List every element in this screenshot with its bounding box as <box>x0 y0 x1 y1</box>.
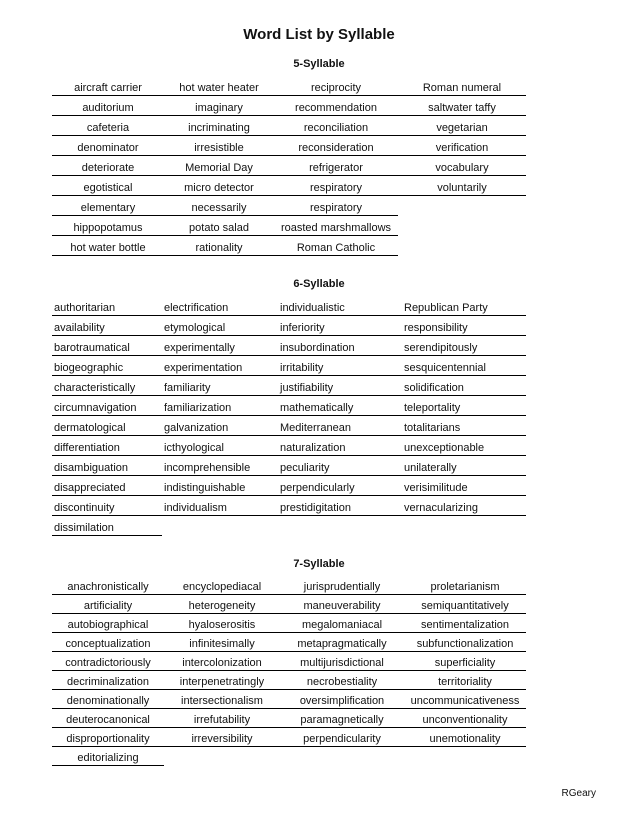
word-cell <box>278 516 402 536</box>
word-cell: experimentation <box>162 356 278 376</box>
table-row <box>52 136 526 156</box>
word-cell: individualistic <box>278 296 402 316</box>
word-cell: respiratory <box>274 176 398 196</box>
word-cell: incomprehensible <box>162 456 278 476</box>
word-cell: semiquantitatively <box>404 595 526 614</box>
table-row <box>52 236 526 256</box>
word-cell: intercolonization <box>164 652 280 671</box>
word-cell: disappreciated <box>52 476 162 496</box>
word-cell: heterogeneity <box>164 595 280 614</box>
word-cell: circumnavigation <box>52 396 162 416</box>
word-cell: contradictoriously <box>52 652 164 671</box>
word-cell: unemotionality <box>404 728 526 747</box>
word-cell: encyclopediacal <box>164 576 280 595</box>
table-row <box>52 376 526 396</box>
word-cell: infinitesimally <box>164 633 280 652</box>
word-table-7-syllable <box>52 576 526 766</box>
word-cell: naturalization <box>278 436 402 456</box>
section-5-label: 5-Syllable <box>293 58 345 70</box>
word-cell: aircraft carrier <box>52 76 164 96</box>
word-cell: Roman numeral <box>398 76 526 96</box>
table-row <box>52 456 526 476</box>
word-cell: territoriality <box>404 671 526 690</box>
table-row <box>52 176 526 196</box>
table-row <box>52 516 526 536</box>
word-cell: irritability <box>278 356 402 376</box>
word-cell: Mediterranean <box>278 416 402 436</box>
table-row <box>52 728 526 747</box>
word-cell: saltwater taffy <box>398 96 526 116</box>
table-row <box>52 416 526 436</box>
word-cell: etymological <box>162 316 278 336</box>
word-cell: perpendicularly <box>278 476 402 496</box>
table-row <box>52 633 526 652</box>
word-cell: hot water bottle <box>52 236 164 256</box>
table-row <box>52 709 526 728</box>
word-cell: discontinuity <box>52 496 162 516</box>
word-cell <box>162 516 278 536</box>
table-row <box>52 652 526 671</box>
word-cell: justifiability <box>278 376 402 396</box>
word-cell: reconsideration <box>274 136 398 156</box>
table-row <box>52 595 526 614</box>
table-row <box>52 356 526 376</box>
table-row <box>52 296 526 316</box>
word-cell: oversimplification <box>280 690 404 709</box>
word-cell: icthyological <box>162 436 278 456</box>
page-title: Word List by Syllable <box>243 26 395 43</box>
table-row <box>52 496 526 516</box>
table-row <box>52 614 526 633</box>
word-cell: authoritarian <box>52 296 162 316</box>
word-cell <box>404 747 526 766</box>
word-cell: anachronistically <box>52 576 164 595</box>
word-cell: jurisprudentially <box>280 576 404 595</box>
word-cell: respiratory <box>274 196 398 216</box>
word-cell: perpendicularity <box>280 728 404 747</box>
word-cell <box>280 747 404 766</box>
word-cell: Memorial Day <box>164 156 274 176</box>
section-7-label: 7-Syllable <box>293 558 345 570</box>
word-cell: serendipitously <box>402 336 526 356</box>
word-cell: vegetarian <box>398 116 526 136</box>
word-table-5-syllable <box>52 76 526 256</box>
word-cell: verification <box>398 136 526 156</box>
word-cell: familiarization <box>162 396 278 416</box>
word-cell <box>398 216 526 236</box>
word-cell: mathematically <box>278 396 402 416</box>
word-cell: responsibility <box>402 316 526 336</box>
table-row <box>52 396 526 416</box>
word-table-6-syllable <box>52 296 526 536</box>
word-cell: galvanization <box>162 416 278 436</box>
word-cell: roasted marshmallows <box>274 216 398 236</box>
word-cell: rationality <box>164 236 274 256</box>
author-signature: RGeary <box>561 788 596 799</box>
word-cell: indistinguishable <box>162 476 278 496</box>
table-row <box>52 747 526 766</box>
word-cell: unilaterally <box>402 456 526 476</box>
word-cell: denominator <box>52 136 164 156</box>
word-cell: biogeographic <box>52 356 162 376</box>
word-cell: hot water heater <box>164 76 274 96</box>
table-row <box>52 76 526 96</box>
table-row <box>52 196 526 216</box>
word-cell: totalitarians <box>402 416 526 436</box>
word-cell: superficiality <box>404 652 526 671</box>
word-cell <box>398 236 526 256</box>
word-cell: dissimilation <box>52 516 162 536</box>
word-cell: insubordination <box>278 336 402 356</box>
word-cell: cafeteria <box>52 116 164 136</box>
word-cell: artificiality <box>52 595 164 614</box>
word-cell: Republican Party <box>402 296 526 316</box>
word-cell: deteriorate <box>52 156 164 176</box>
word-cell: necessarily <box>164 196 274 216</box>
word-cell: disproportionality <box>52 728 164 747</box>
word-cell: paramagnetically <box>280 709 404 728</box>
word-cell: intersectionalism <box>164 690 280 709</box>
word-cell: editorializing <box>52 747 164 766</box>
word-cell: incriminating <box>164 116 274 136</box>
word-cell: reconciliation <box>274 116 398 136</box>
word-cell: potato salad <box>164 216 274 236</box>
word-cell: denominationally <box>52 690 164 709</box>
word-cell: barotraumatical <box>52 336 162 356</box>
word-cell: unconventionality <box>404 709 526 728</box>
word-cell: elementary <box>52 196 164 216</box>
word-cell: sentimentalization <box>404 614 526 633</box>
word-cell: irresistible <box>164 136 274 156</box>
word-cell: maneuverability <box>280 595 404 614</box>
word-cell: autobiographical <box>52 614 164 633</box>
word-cell: vocabulary <box>398 156 526 176</box>
section-6-label: 6-Syllable <box>293 278 345 290</box>
word-cell: characteristically <box>52 376 162 396</box>
word-cell: differentiation <box>52 436 162 456</box>
word-cell: metapragmatically <box>280 633 404 652</box>
table-row <box>52 216 526 236</box>
word-cell: irrefutability <box>164 709 280 728</box>
word-cell: imaginary <box>164 96 274 116</box>
word-cell: megalomaniacal <box>280 614 404 633</box>
word-cell: voluntarily <box>398 176 526 196</box>
table-row <box>52 436 526 456</box>
word-cell: availability <box>52 316 162 336</box>
word-cell: micro detector <box>164 176 274 196</box>
word-cell <box>398 196 526 216</box>
word-cell: inferiority <box>278 316 402 336</box>
word-cell: irreversibility <box>164 728 280 747</box>
table-row <box>52 690 526 709</box>
word-cell <box>402 516 526 536</box>
table-row <box>52 316 526 336</box>
word-cell: experimentally <box>162 336 278 356</box>
word-cell: vernacularizing <box>402 496 526 516</box>
word-cell: verisimilitude <box>402 476 526 496</box>
word-cell: reciprocity <box>274 76 398 96</box>
word-cell: dermatological <box>52 416 162 436</box>
word-cell: interpenetratingly <box>164 671 280 690</box>
word-cell: unexceptionable <box>402 436 526 456</box>
word-cell: multijurisdictional <box>280 652 404 671</box>
table-row <box>52 116 526 136</box>
word-cell: solidification <box>402 376 526 396</box>
table-row <box>52 96 526 116</box>
word-cell: peculiarity <box>278 456 402 476</box>
word-cell: egotistical <box>52 176 164 196</box>
word-cell: individualism <box>162 496 278 516</box>
word-cell: subfunctionalization <box>404 633 526 652</box>
word-cell: proletarianism <box>404 576 526 595</box>
word-cell: conceptualization <box>52 633 164 652</box>
word-cell: disambiguation <box>52 456 162 476</box>
word-cell: necrobestiality <box>280 671 404 690</box>
word-cell: electrification <box>162 296 278 316</box>
word-cell: uncommunicativeness <box>404 690 526 709</box>
word-cell: auditorium <box>52 96 164 116</box>
table-row <box>52 476 526 496</box>
table-row <box>52 156 526 176</box>
word-cell: sesquicentennial <box>402 356 526 376</box>
word-cell: hippopotamus <box>52 216 164 236</box>
word-cell: teleportality <box>402 396 526 416</box>
word-cell: refrigerator <box>274 156 398 176</box>
word-cell: Roman Catholic <box>274 236 398 256</box>
word-cell <box>164 747 280 766</box>
table-row <box>52 671 526 690</box>
word-cell: recommendation <box>274 96 398 116</box>
word-cell: hyaloserositis <box>164 614 280 633</box>
table-row <box>52 576 526 595</box>
word-cell: deuterocanonical <box>52 709 164 728</box>
table-row <box>52 336 526 356</box>
word-cell: prestidigitation <box>278 496 402 516</box>
word-cell: decriminalization <box>52 671 164 690</box>
word-cell: familiarity <box>162 376 278 396</box>
